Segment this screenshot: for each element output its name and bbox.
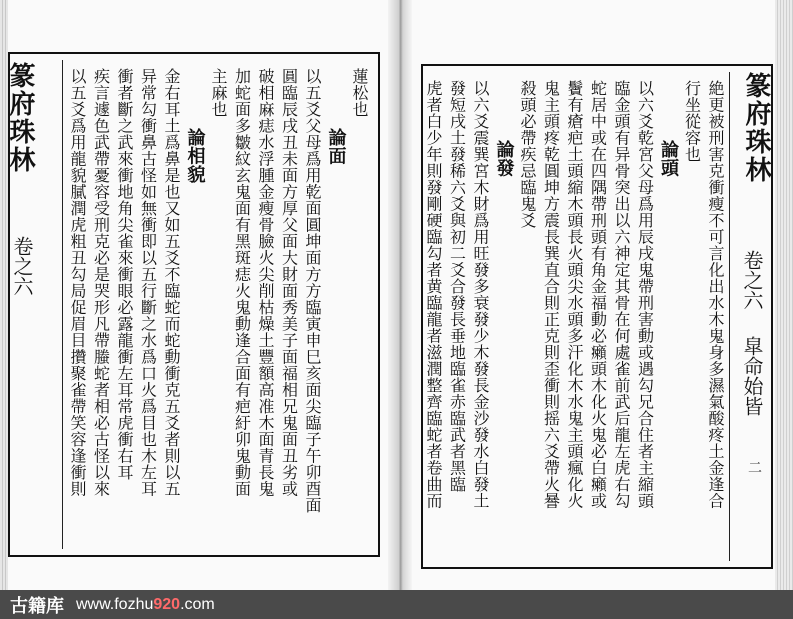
- banner-url-number: 920: [153, 595, 181, 613]
- left-margin-rule: [62, 60, 63, 549]
- text-column: 蓮松也: [350, 68, 369, 118]
- text-column: 發短戌土發稀六爻與初二爻合發長垂地臨雀赤臨武者黑臨: [447, 80, 467, 493]
- text-column: 虎者白少年則發剛硬臨勾者黄臨龍者滋潤整齊臨蛇者卷曲而: [424, 80, 443, 509]
- text-column: 鬼主頭疼乾圓坤方震長巽直合則正克則歪衝則摇六爻帶火謈: [541, 80, 561, 509]
- text-column: 論面: [325, 128, 347, 165]
- left-page-title: 篆府珠林: [5, 62, 35, 174]
- right-page-volume: 卷之六: [740, 250, 764, 310]
- text-column: 以六爻震巽宮木財爲用旺發多衰發少木發長金沙發水白發土: [471, 80, 490, 509]
- text-column: 衝者斷之武來衝地角尖雀來衝眼必露龍衝左耳常虎衝右耳: [115, 68, 134, 481]
- text-column: 圓臨辰戌丑未面方厚父面大財面秀美子面福相兄鬼面丑劣或: [279, 68, 299, 497]
- text-column: 絶更被刑害克衝瘦不可言化出水木鬼身多濕氣酸疼土金逢合: [706, 80, 725, 509]
- text-column: 殺頭必帶疾忌臨鬼爻: [518, 80, 537, 229]
- text-column: 加蛇面多皺紋玄鬼面有黑斑痣火鬼動逢合面有疤紆卯鬼動面: [232, 68, 252, 497]
- right-margin-rule: [729, 72, 730, 561]
- watermark-banner: [0, 590, 793, 619]
- right-page-corner-text: 皐命始皆: [740, 336, 764, 416]
- text-column: 以五爻父母爲用乾面圓坤面方方臨寅申巳亥面尖臨子午卯酉面: [303, 68, 322, 514]
- banner-url-suffix: .com: [180, 595, 215, 613]
- right-page-number: 二: [746, 460, 762, 474]
- text-column: 鬢有瘡疤土頭縮木頭長火頭尖水頭多汗化木水鬼主頭瘋化火: [565, 80, 584, 509]
- text-column: 以五爻爲用龍貌膩潤虎粗丑勾局促眉目攢聚雀帶笑容逢衝則: [68, 68, 87, 497]
- right-page-title: 篆府珠林: [741, 72, 771, 184]
- right-page-frame: [421, 64, 773, 569]
- book-gutter: [388, 0, 412, 590]
- text-column: 論發: [493, 140, 515, 177]
- text-column: 蛇居中或在四隅帶刑頭有角金福動必癩頭木化火鬼必白癩或: [588, 80, 608, 509]
- banner-url-prefix: www.fozhu: [76, 595, 154, 613]
- right-page-edge: [775, 0, 793, 590]
- banner-site-name: 古籍库: [10, 595, 64, 616]
- banner-url[interactable]: [76, 596, 215, 614]
- text-column: 疾言遽色武帶憂容受刑克必是哭形凡帶螣蛇者相必古怪以來: [91, 68, 111, 497]
- text-column: 行坐從容也: [682, 80, 702, 163]
- text-column: 主麻也: [209, 68, 228, 118]
- text-column: 臨金頭有异骨突出以六神定其骨在何處雀前武后龍左虎右勾: [612, 80, 631, 509]
- text-column: 异常勾衝鼻古怪如無衝即以五行斷之水爲口火爲目也木左耳: [138, 68, 158, 497]
- text-column: 以六爻乾宮父母爲用辰戌鬼帶刑害動或遇勾兄合住者主縮頭: [635, 80, 655, 509]
- left-page-frame: [8, 52, 380, 557]
- left-page-volume: 卷之六: [10, 236, 34, 296]
- text-column: 金右耳土爲鼻是也又如五爻不臨蛇而蛇動衝克五爻者則以五: [162, 68, 181, 497]
- text-column: 論相貌: [184, 128, 206, 184]
- text-column: 論頭: [658, 140, 679, 177]
- text-column: 破相麻痣水浮腫金瘦骨臉火尖削枯燥土豐額高准木面青長鬼: [256, 68, 275, 497]
